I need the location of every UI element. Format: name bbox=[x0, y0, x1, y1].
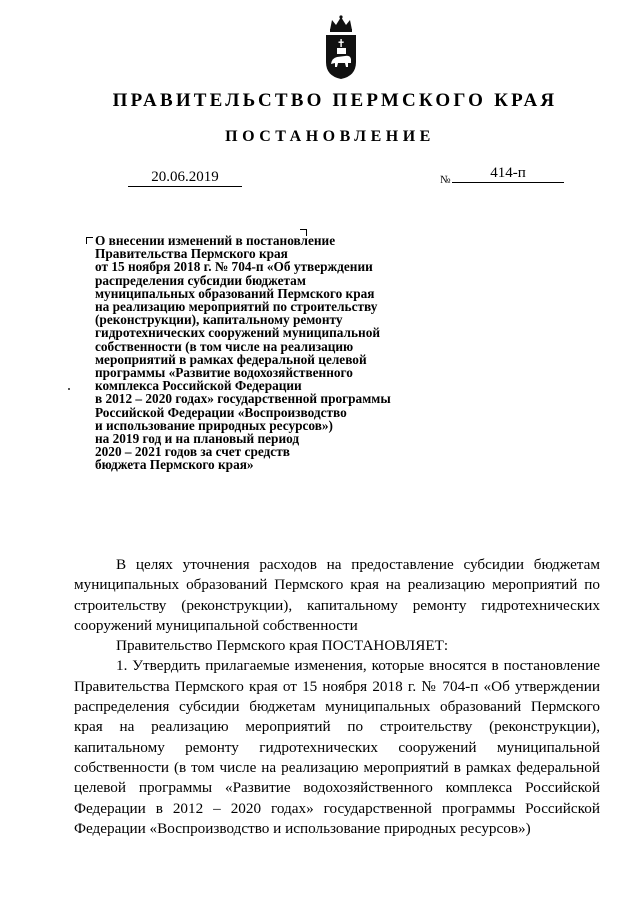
subject-line: от 15 ноября 2018 г. № 704-п «Об утверждении bbox=[95, 259, 373, 275]
coat-of-arms-icon bbox=[323, 14, 359, 80]
document-number: 414-п bbox=[452, 164, 564, 183]
number-sign: № bbox=[440, 174, 451, 186]
margin-mark bbox=[68, 388, 70, 390]
subject-line: муниципальных образований Пермского края bbox=[95, 285, 375, 301]
document-body bbox=[74, 555, 600, 839]
subject-line: гидротехнических сооружений муниципальной bbox=[95, 325, 380, 341]
subject-line: распределения субсидии бюджетам bbox=[95, 272, 306, 288]
subject-bracket-left bbox=[86, 237, 93, 244]
subject-line: комплекса Российской Федерации bbox=[95, 378, 302, 394]
subject-line: и использование природных ресурсов») bbox=[95, 417, 333, 433]
subject-line: бюджета Пермского края» bbox=[95, 457, 254, 473]
body-paragraph-resolves: Правительство Пермского края ПОСТАНОВЛЯЕТ: bbox=[116, 637, 449, 655]
subject-line: Российской Федерации «Воспроизводство bbox=[95, 404, 347, 420]
subject-line: Правительства Пермского края bbox=[95, 246, 288, 262]
subject-line: (реконструкции), капитальному ремонту bbox=[95, 312, 343, 328]
subject-line: программы «Развитие водохозяйственного bbox=[95, 365, 353, 381]
government-title: ПРАВИТЕЛЬСТВО ПЕРМСКОГО КРАЯ bbox=[112, 90, 558, 111]
document-subject bbox=[95, 234, 455, 472]
body-paragraph-item-1: 1. Утвердить прилагаемые изменения, которые вносятся в постановление Правительства Пермского края от 15 ноября 2018 г. № 704-п «Об утверждении распределения субсидии бюджетам муниципальных образований Пермского края на реализацию мероприятий по строительству (реконструкции), капитальному ремонту гидротехнических сооружений муниципальной собственности (в том числе на реализацию мероприятий в рамках федеральной целевой программы «Развитие водохозяйственного комплекса Российской Федерации в 2012 – 2020 годах» государственной программы Российской Федерации «Воспроизводство и использование природных ресурсов») bbox=[74, 657, 600, 837]
subject-line: на 2019 год и на плановый период bbox=[95, 431, 300, 447]
subject-line: в 2012 – 2020 годах» государственной программы bbox=[95, 391, 391, 407]
body-paragraph-preamble: В целях уточнения расходов на предоставление субсидии бюджетам муниципальных образований Пермского края на реализацию мероприятий по строительству (реконструкции), капитальному ремонту гидротехнических сооружений муниципальной собственности bbox=[74, 556, 600, 634]
subject-line: на реализацию мероприятий по строительству bbox=[95, 299, 378, 315]
subject-line: О внесении изменений в постановление bbox=[95, 233, 336, 248]
document-date: 20.06.2019 bbox=[128, 168, 242, 187]
subject-line: мероприятий в рамках федеральной целевой bbox=[95, 351, 367, 367]
subject-line: 2020 – 2021 годов за счет средств bbox=[95, 444, 290, 460]
subject-line: собственности (в том числе на реализацию bbox=[95, 338, 354, 354]
document-type: ПОСТАНОВЛЕНИЕ bbox=[225, 128, 435, 145]
